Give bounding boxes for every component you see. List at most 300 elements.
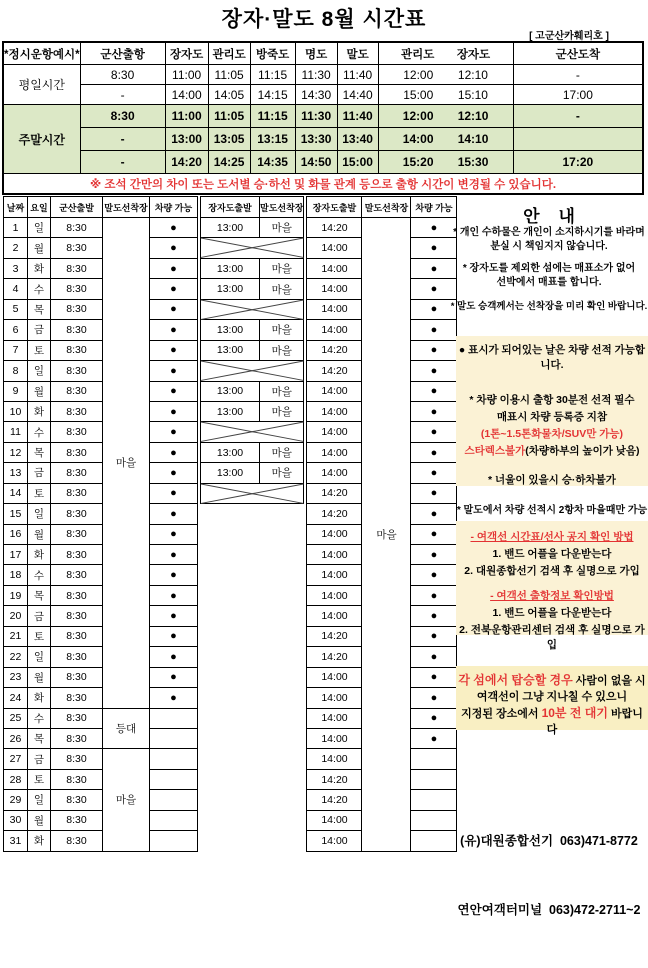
daily-col-header: 차량 가능 — [150, 197, 198, 218]
time-cell: - — [80, 85, 165, 105]
date-cell: 2 — [4, 238, 28, 258]
time-cell: 12:10 — [457, 67, 488, 82]
maldo-pier-cell: 마을 — [103, 749, 150, 851]
car-allowed-dot-icon: ● — [411, 381, 457, 401]
table-row — [4, 279, 198, 299]
time-pair-cell — [378, 105, 513, 128]
jangja-depart-cell: 14:00 — [307, 401, 362, 421]
day-cell: 목 — [28, 728, 51, 748]
date-cell: 15 — [4, 504, 28, 524]
jangja-depart-cell: 14:20 — [307, 504, 362, 524]
time-cell: 14:35 — [250, 151, 295, 174]
date-cell: 6 — [4, 320, 28, 340]
car-allowed-dot-icon: ● — [411, 585, 457, 605]
daily-col-header: 날짜 — [4, 197, 28, 218]
date-cell: 21 — [4, 626, 28, 646]
no-service-crossed-cell — [201, 361, 304, 381]
date-cell: 28 — [4, 769, 28, 789]
time-cell: 15:00 — [403, 87, 434, 102]
car-allowed-dot-icon: ● — [150, 258, 198, 278]
day-cell: 토 — [28, 483, 51, 503]
gunsan-depart-cell: 8:30 — [51, 728, 103, 748]
schedule-corner-header: *정시운항예시* — [3, 42, 80, 65]
daily-col-header: 말도선착장 — [103, 197, 150, 218]
time-pair-cell — [378, 151, 513, 174]
jangja-depart-cell: 14:00 — [307, 667, 362, 687]
schedule-col-header: 장자도 — [165, 42, 208, 65]
table-row — [4, 606, 198, 626]
daily-col-header: 차량 가능 — [411, 197, 457, 218]
date-cell: 8 — [4, 361, 28, 381]
maldo-pier-cell: 마을 — [362, 218, 411, 852]
schedule-col-header: 방죽도 — [250, 42, 295, 65]
day-cell: 목 — [28, 299, 51, 319]
daily-table-group-a — [3, 196, 198, 852]
car-allowed-dot-icon: ● — [150, 565, 198, 585]
day-cell: 토 — [28, 340, 51, 360]
day-cell: 수 — [28, 279, 51, 299]
date-cell: 14 — [4, 483, 28, 503]
daily-table-group-c — [306, 196, 457, 852]
day-cell: 월 — [28, 524, 51, 544]
car-allowed-dot-icon: ● — [150, 524, 198, 544]
day-cell: 일 — [28, 647, 51, 667]
date-cell: 19 — [4, 585, 28, 605]
table-row — [4, 545, 198, 565]
time-pair-cell — [378, 65, 513, 85]
car-cell-empty — [411, 749, 457, 769]
gunsan-depart-cell: 8:30 — [51, 810, 103, 830]
table-row — [4, 463, 198, 483]
maldo-pier-cell: 마을 — [260, 381, 304, 401]
car-allowed-dot-icon: ● — [150, 279, 198, 299]
table-row — [201, 381, 304, 401]
car-cell-empty — [150, 810, 198, 830]
car-allowed-dot-icon: ● — [150, 401, 198, 421]
car-allowed-dot-icon: ● — [411, 647, 457, 667]
car-allowed-dot-icon: ● — [411, 667, 457, 687]
car-allowed-dot-icon: ● — [150, 299, 198, 319]
car-allowed-dot-icon: ● — [411, 728, 457, 748]
jangja-depart-cell: 14:00 — [307, 585, 362, 605]
arrive-cell: 17:00 — [513, 85, 643, 105]
date-cell: 13 — [4, 463, 28, 483]
jangja-depart-cell: 14:00 — [307, 606, 362, 626]
time-cell: 8:30 — [80, 105, 165, 128]
table-row — [4, 504, 198, 524]
table-row — [201, 218, 304, 238]
time-cell: - — [80, 128, 165, 151]
table-row — [4, 810, 198, 830]
car-allowed-dot-icon: ● — [150, 626, 198, 646]
gunsan-depart-cell: 8:30 — [51, 504, 103, 524]
table-row — [4, 320, 198, 340]
date-cell: 7 — [4, 340, 28, 360]
jangja-depart-cell: 13:00 — [201, 340, 260, 360]
gunsan-depart-cell: 8:30 — [51, 545, 103, 565]
table-row — [4, 442, 198, 462]
car-allowed-dot-icon: ● — [150, 442, 198, 462]
table-row — [307, 218, 457, 238]
jangja-depart-cell: 14:20 — [307, 218, 362, 238]
table-row — [4, 708, 198, 728]
date-cell: 4 — [4, 279, 28, 299]
date-cell: 24 — [4, 688, 28, 708]
no-service-crossed-cell — [201, 483, 304, 503]
jangja-depart-cell: 14:00 — [307, 831, 362, 851]
time-cell: 8:30 — [80, 65, 165, 85]
table-row — [4, 585, 198, 605]
jangja-depart-cell: 14:00 — [307, 463, 362, 483]
day-cell: 월 — [28, 381, 51, 401]
time-cell: 11:00 — [165, 65, 208, 85]
maldo-pier-cell: 마을 — [260, 442, 304, 462]
car-allowed-dot-icon: ● — [411, 545, 457, 565]
jangja-depart-cell: 14:00 — [307, 810, 362, 830]
table-row — [4, 238, 198, 258]
car-allowed-dot-icon: ● — [150, 463, 198, 483]
maldo-pier-cell: 마을 — [103, 218, 150, 709]
maldo-pier-cell: 등대 — [103, 708, 150, 749]
time-cell: 14:10 — [457, 132, 489, 146]
car-allowed-dot-icon: ● — [150, 340, 198, 360]
maldo-pier-cell: 마을 — [260, 258, 304, 278]
time-cell: 11:30 — [295, 65, 337, 85]
car-cell-empty — [150, 831, 198, 851]
car-allowed-dot-icon: ● — [411, 218, 457, 238]
car-cell-empty — [150, 769, 198, 789]
car-cell-empty — [150, 708, 198, 728]
daily-col-header: 장자도출발 — [307, 197, 362, 218]
time-cell: 11:30 — [295, 105, 337, 128]
schedule-col-header: 관리도 — [208, 42, 250, 65]
table-row — [4, 749, 198, 769]
day-cell: 수 — [28, 422, 51, 442]
table-row — [201, 320, 304, 340]
table-row — [4, 361, 198, 381]
time-cell: 12:00 — [402, 109, 434, 123]
gunsan-depart-cell: 8:30 — [51, 790, 103, 810]
jangja-depart-cell: 14:00 — [307, 381, 362, 401]
time-cell: 11:40 — [337, 65, 378, 85]
gunsan-depart-cell: 8:30 — [51, 442, 103, 462]
gunsan-depart-cell: 8:30 — [51, 708, 103, 728]
time-pair-cell — [378, 85, 513, 105]
time-cell: 14:00 — [165, 85, 208, 105]
gunsan-depart-cell: 8:30 — [51, 606, 103, 626]
day-cell: 토 — [28, 769, 51, 789]
car-allowed-dot-icon: ● — [411, 626, 457, 646]
time-cell: 15:20 — [402, 155, 434, 169]
daily-col-header: 말도선착장 — [362, 197, 411, 218]
schedule-row-label: 주말시간 — [3, 105, 80, 174]
date-cell: 23 — [4, 667, 28, 687]
page-title: 장자·말도 8월 시간표 — [221, 8, 427, 31]
jangja-depart-cell: 14:00 — [307, 728, 362, 748]
car-allowed-dot-icon: ● — [150, 381, 198, 401]
time-cell: 15:30 — [457, 155, 489, 169]
car-allowed-dot-icon: ● — [411, 320, 457, 340]
table-row — [4, 401, 198, 421]
table-row — [201, 258, 304, 278]
table-row — [201, 340, 304, 360]
car-allowed-dot-icon: ● — [411, 483, 457, 503]
schedule-pair-header — [378, 42, 513, 65]
car-allowed-dot-icon: ● — [150, 647, 198, 667]
day-cell: 금 — [28, 606, 51, 626]
jangja-depart-cell: 13:00 — [201, 463, 260, 483]
gunsan-depart-cell: 8:30 — [51, 279, 103, 299]
arrive-cell: 17:20 — [513, 151, 643, 174]
table-row — [201, 463, 304, 483]
date-cell: 10 — [4, 401, 28, 421]
car-cell-empty — [150, 790, 198, 810]
maldo-pier-cell: 마을 — [260, 279, 304, 299]
arrive-cell: - — [513, 65, 643, 85]
table-row — [201, 401, 304, 421]
jangja-depart-cell: 14:00 — [307, 238, 362, 258]
jangja-depart-cell: 14:20 — [307, 769, 362, 789]
car-box-header: ● 표시가 되어있는 날은 차량 선적 가능합니다. — [458, 344, 646, 371]
car-allowed-dot-icon: ● — [150, 545, 198, 565]
band-box-title-2: - 여객선 출항정보 확인방법 — [490, 590, 614, 602]
jangja-depart-cell: 13:00 — [201, 258, 260, 278]
table-row — [4, 299, 198, 319]
time-cell: 11:05 — [208, 65, 250, 85]
tide-warning-note: ※ 조석 간만의 차이 또는 도서별 승·하선 및 화물 관계 등으로 출항 시간이 변경될 수 있습니다. — [3, 174, 643, 195]
time-cell: 13:15 — [250, 128, 295, 151]
car-allowed-dot-icon: ● — [150, 585, 198, 605]
guide-note-ticket: * 장자도를 제외한 섬에는 매표소가 없어 선박에서 매표를 합니다. — [462, 263, 636, 288]
date-cell: 12 — [4, 442, 28, 462]
table-row — [4, 769, 198, 789]
table-row — [4, 483, 198, 503]
guide-note-maldo: * 말도 승객께서는 선착장을 미리 확인 바랍니다. — [450, 301, 648, 312]
jangja-depart-cell: 14:00 — [307, 565, 362, 585]
day-cell: 일 — [28, 218, 51, 238]
gunsan-depart-cell: 8:30 — [51, 769, 103, 789]
daily-col-header: 말도선착장 — [260, 197, 304, 218]
date-cell: 9 — [4, 381, 28, 401]
time-cell: 13:05 — [208, 128, 250, 151]
date-cell: 20 — [4, 606, 28, 626]
date-cell: 1 — [4, 218, 28, 238]
day-cell: 일 — [28, 504, 51, 524]
arrive-cell: - — [513, 105, 643, 128]
time-cell: 12:10 — [457, 109, 489, 123]
schedule-col-header: 관리도 — [401, 48, 435, 61]
guide-title: 안 내 — [523, 207, 575, 226]
band-app-box: - 여객선 시간표/선사 공지 확인 방법 1. 밴드 어플을 다운받는다 2. 대원종합선기 검색 후 실명으로 가입 - 여객선 출항정보 확인방법 1. 밴드 어플을 다운받는다 2. 전북운항관리센터 검색 후 실명으로 가입 — [456, 521, 648, 635]
jangja-depart-cell: 13:00 — [201, 218, 260, 238]
day-cell: 화 — [28, 831, 51, 851]
day-cell: 금 — [28, 749, 51, 769]
time-cell: 14:25 — [208, 151, 250, 174]
daily-col-header: 장자도출발 — [201, 197, 260, 218]
time-cell: 14:20 — [165, 151, 208, 174]
maldo-pier-cell: 마을 — [260, 218, 304, 238]
car-allowed-dot-icon: ● — [411, 401, 457, 421]
maldo-pier-cell: 마을 — [260, 320, 304, 340]
table-row — [4, 667, 198, 687]
car-allowed-dot-icon: ● — [411, 606, 457, 626]
schedule-col-header: 명도 — [295, 42, 337, 65]
car-allowed-dot-icon: ● — [150, 483, 198, 503]
jangja-depart-cell: 14:00 — [307, 422, 362, 442]
day-cell: 화 — [28, 688, 51, 708]
time-cell: 13:40 — [337, 128, 378, 151]
jangja-depart-cell: 14:00 — [307, 545, 362, 565]
table-row — [4, 626, 198, 646]
gunsan-depart-cell: 8:30 — [51, 585, 103, 605]
ferry-name-label: [ 고군산카훼리호 ] — [529, 31, 609, 42]
table-row — [4, 688, 198, 708]
jangja-depart-cell: 14:00 — [307, 442, 362, 462]
schedule-col-header: 장자도 — [456, 48, 491, 61]
day-cell: 금 — [28, 463, 51, 483]
date-cell: 3 — [4, 258, 28, 278]
gunsan-depart-cell: 8:30 — [51, 749, 103, 769]
day-cell: 화 — [28, 545, 51, 565]
day-cell: 일 — [28, 790, 51, 810]
daily-schedule-tables — [3, 196, 457, 852]
daily-col-header: 요일 — [28, 197, 51, 218]
gunsan-depart-cell: 8:30 — [51, 258, 103, 278]
car-allowed-dot-icon: ● — [411, 279, 457, 299]
car-allowed-dot-icon: ● — [411, 524, 457, 544]
day-cell: 화 — [28, 258, 51, 278]
time-cell: 14:15 — [250, 85, 295, 105]
date-cell: 22 — [4, 647, 28, 667]
day-cell: 월 — [28, 810, 51, 830]
date-cell: 5 — [4, 299, 28, 319]
car-allowed-dot-icon: ● — [411, 238, 457, 258]
car-allowed-dot-icon: ● — [411, 340, 457, 360]
gunsan-depart-cell: 8:30 — [51, 320, 103, 340]
jangja-depart-cell: 14:20 — [307, 483, 362, 503]
jangja-depart-cell: 14:00 — [307, 749, 362, 769]
time-cell: 14:05 — [208, 85, 250, 105]
table-row — [4, 790, 198, 810]
table-row — [4, 831, 198, 851]
jangja-depart-cell: 13:00 — [201, 320, 260, 340]
car-allowed-dot-icon: ● — [150, 218, 198, 238]
gunsan-depart-cell: 8:30 — [51, 626, 103, 646]
table-row — [4, 565, 198, 585]
schedule-col-header: 말도 — [337, 42, 378, 65]
table-row — [201, 442, 304, 462]
daily-table-group-b — [200, 196, 304, 504]
car-cell-empty — [150, 728, 198, 748]
day-cell: 금 — [28, 320, 51, 340]
table-row — [4, 218, 198, 238]
time-cell: 11:05 — [208, 105, 250, 128]
car-allowed-dot-icon: ● — [411, 361, 457, 381]
time-cell: 12:00 — [403, 67, 434, 82]
date-cell: 18 — [4, 565, 28, 585]
gunsan-depart-cell: 8:30 — [51, 238, 103, 258]
gunsan-depart-cell: 8:30 — [51, 524, 103, 544]
jangja-depart-cell: 14:20 — [307, 361, 362, 381]
car-allowed-dot-icon: ● — [150, 606, 198, 626]
contact-phones — [450, 784, 648, 968]
time-cell: 14:00 — [402, 132, 434, 146]
car-allowed-dot-icon: ● — [150, 320, 198, 340]
time-cell: 15:10 — [457, 87, 488, 102]
time-cell: 13:00 — [165, 128, 208, 151]
time-cell: 11:40 — [337, 105, 378, 128]
contact-line: (유)대원종합선기 063)471-8772 — [460, 834, 638, 848]
car-allowed-dot-icon: ● — [150, 422, 198, 442]
time-cell: 11:15 — [250, 65, 295, 85]
date-cell: 25 — [4, 708, 28, 728]
maldo-pier-cell: 마을 — [260, 340, 304, 360]
gunsan-depart-cell: 8:30 — [51, 401, 103, 421]
day-cell: 목 — [28, 585, 51, 605]
gunsan-depart-cell: 8:30 — [51, 483, 103, 503]
schedule-row-label: 평일시간 — [3, 65, 80, 105]
gunsan-depart-cell: 8:30 — [51, 688, 103, 708]
car-loading-box: ● 표시가 되어있는 날은 차량 선적 가능합니다. * 차량 이용시 출항 30분전 선적 필수 매표시 차량 등록증 지참 (1톤~1.5톤화물차/SUV만 가능) 스타렉스불가(차량하부의 높이가 낮음) * 너울이 있을시 승·하차불가 * 말도에서 차량 선적시 2항차 마을때만 가능 — [456, 336, 648, 486]
date-cell: 29 — [4, 790, 28, 810]
day-cell: 목 — [28, 442, 51, 462]
gunsan-depart-cell: 8:30 — [51, 340, 103, 360]
time-cell: 13:30 — [295, 128, 337, 151]
day-cell: 수 — [28, 565, 51, 585]
jangja-depart-cell: 14:20 — [307, 790, 362, 810]
regular-schedule-table — [2, 41, 644, 195]
gunsan-depart-cell: 8:30 — [51, 565, 103, 585]
jangja-depart-cell: 14:00 — [307, 708, 362, 728]
table-row — [4, 524, 198, 544]
schedule-col-header: 군산출항 — [80, 42, 165, 65]
table-row — [4, 422, 198, 442]
car-allowed-dot-icon: ● — [150, 688, 198, 708]
no-service-crossed-cell — [201, 422, 304, 442]
jangja-depart-cell: 14:20 — [307, 626, 362, 646]
gunsan-depart-cell: 8:30 — [51, 299, 103, 319]
table-row — [201, 279, 304, 299]
car-allowed-dot-icon: ● — [411, 299, 457, 319]
car-allowed-dot-icon: ● — [411, 422, 457, 442]
guide-note-luggage: * 개인 수하물은 개인이 소지하시기를 바라며 분실 시 책임지지 않습니다. — [453, 227, 645, 252]
maldo-pier-cell: 마을 — [260, 463, 304, 483]
time-cell: 14:30 — [295, 85, 337, 105]
gunsan-depart-cell: 8:30 — [51, 218, 103, 238]
day-cell: 월 — [28, 667, 51, 687]
date-cell: 30 — [4, 810, 28, 830]
day-cell: 화 — [28, 401, 51, 421]
gunsan-depart-cell: 8:30 — [51, 647, 103, 667]
date-cell: 27 — [4, 749, 28, 769]
car-allowed-dot-icon: ● — [150, 504, 198, 524]
day-cell: 일 — [28, 361, 51, 381]
jangja-depart-cell: 14:20 — [307, 340, 362, 360]
jangja-depart-cell: 13:00 — [201, 279, 260, 299]
jangja-depart-cell: 13:00 — [201, 442, 260, 462]
jangja-depart-cell: 14:00 — [307, 299, 362, 319]
jangja-depart-cell: 14:00 — [307, 320, 362, 340]
car-allowed-dot-icon: ● — [411, 258, 457, 278]
car-allowed-dot-icon: ● — [150, 667, 198, 687]
jangja-depart-cell: 14:00 — [307, 524, 362, 544]
no-service-crossed-cell — [201, 299, 304, 319]
time-cell: 14:50 — [295, 151, 337, 174]
arrive-cell — [513, 128, 643, 151]
car-allowed-dot-icon: ● — [411, 708, 457, 728]
wait-warning-box: 각 섬에서 탑승할 경우 사람이 없을 시 여객선이 그냥 지나칠 수 있으니 지정된 장소에서 10분 전 대기 바랍니다 — [456, 666, 648, 730]
car-allowed-dot-icon: ● — [411, 688, 457, 708]
